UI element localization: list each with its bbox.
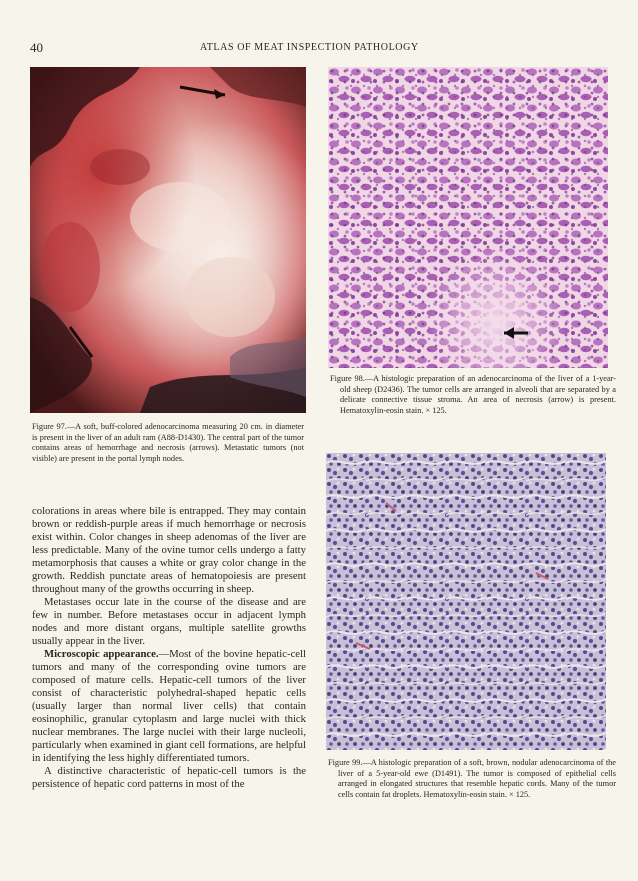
figure-98-micrograph [328,67,608,368]
running-head: ATLAS OF MEAT INSPECTION PATHOLOGY [200,42,419,53]
body-text [32,505,306,791]
figure-98-caption: Figure 98.—A histologic preparation of an adenocarcinoma of the liver of a 1-year-old sheep (D2436). The tumor cells are arranged in alveoli that are separated by a delicate connective tissue stroma. An area of necrosis (arrow) is present. Hematoxylin-eosin stain. × 125. [330,374,616,415]
page-header [30,40,610,56]
figure-97-caption: Figure 97.—A soft, buff-colored adenocarcinoma measuring 20 cm. in diameter is present in the liver of an adult ram (A88-D1430). The central part of the tumor contains areas of hemorrhage and necrosis (arrows). Metastatic tumors (not visible) are present in the portal lymph nodes. [32,422,304,463]
body-paragraph [32,648,306,765]
figure-97-photo [30,67,306,413]
body-paragraph: A distinctive characteristic of hepatic-cell tumors is the persistence of hepatic cord patterns in most of the [32,765,306,790]
page-number: 40 [30,40,43,55]
body-paragraph-text: —Most of the bovine hepatic-cell tumors and many of the corresponding ovine tumors are composed of mature cells. Hepatic-cell tumors of the liver consist of characteristic polyhedral-shaped hepatic cells (usually larger than normal liver cells) that contain eosinophilic, granular cytoplasm and large nuclei with thick nuclear membranes. The large nuclei with their large nucleoli, particularly when examined in giant cell formations, are helpful in identifying the less highly differentiated tumors. [32,648,306,764]
figure-99-caption: Figure 99.—A histologic preparation of a soft, brown, nodular adenocarcinoma of the liver of a 5-year-old ewe (D1491). The tumor is composed of epithelial cells arranged in elongated structures that resemble hepatic cords. Many of the tumor cells contain fat droplets. Hematoxylin-eosin stain. × 125. [328,758,616,799]
figure-99-micrograph [326,453,606,750]
body-paragraph: Metastases occur late in the course of the disease and are few in number. Before metastases occur in adjacent lymph nodes and more distant organs, multiple satellite growths usually appear in the liver. [32,596,306,647]
section-heading: Microscopic appearance. [44,648,159,660]
body-paragraph: colorations in areas where bile is entrapped. They may contain brown or reddish-purple areas if much hemorrhage or necrosis exist within. Color changes in sheep adenomas of the liver are less predictable. Many of the ovine tumor cells undergo a fatty metamorphosis that causes a white or gray color change in the growth. Reddish punctate areas of hematopoiesis are present throughout many of the growths occurring in sheep. [32,505,306,595]
